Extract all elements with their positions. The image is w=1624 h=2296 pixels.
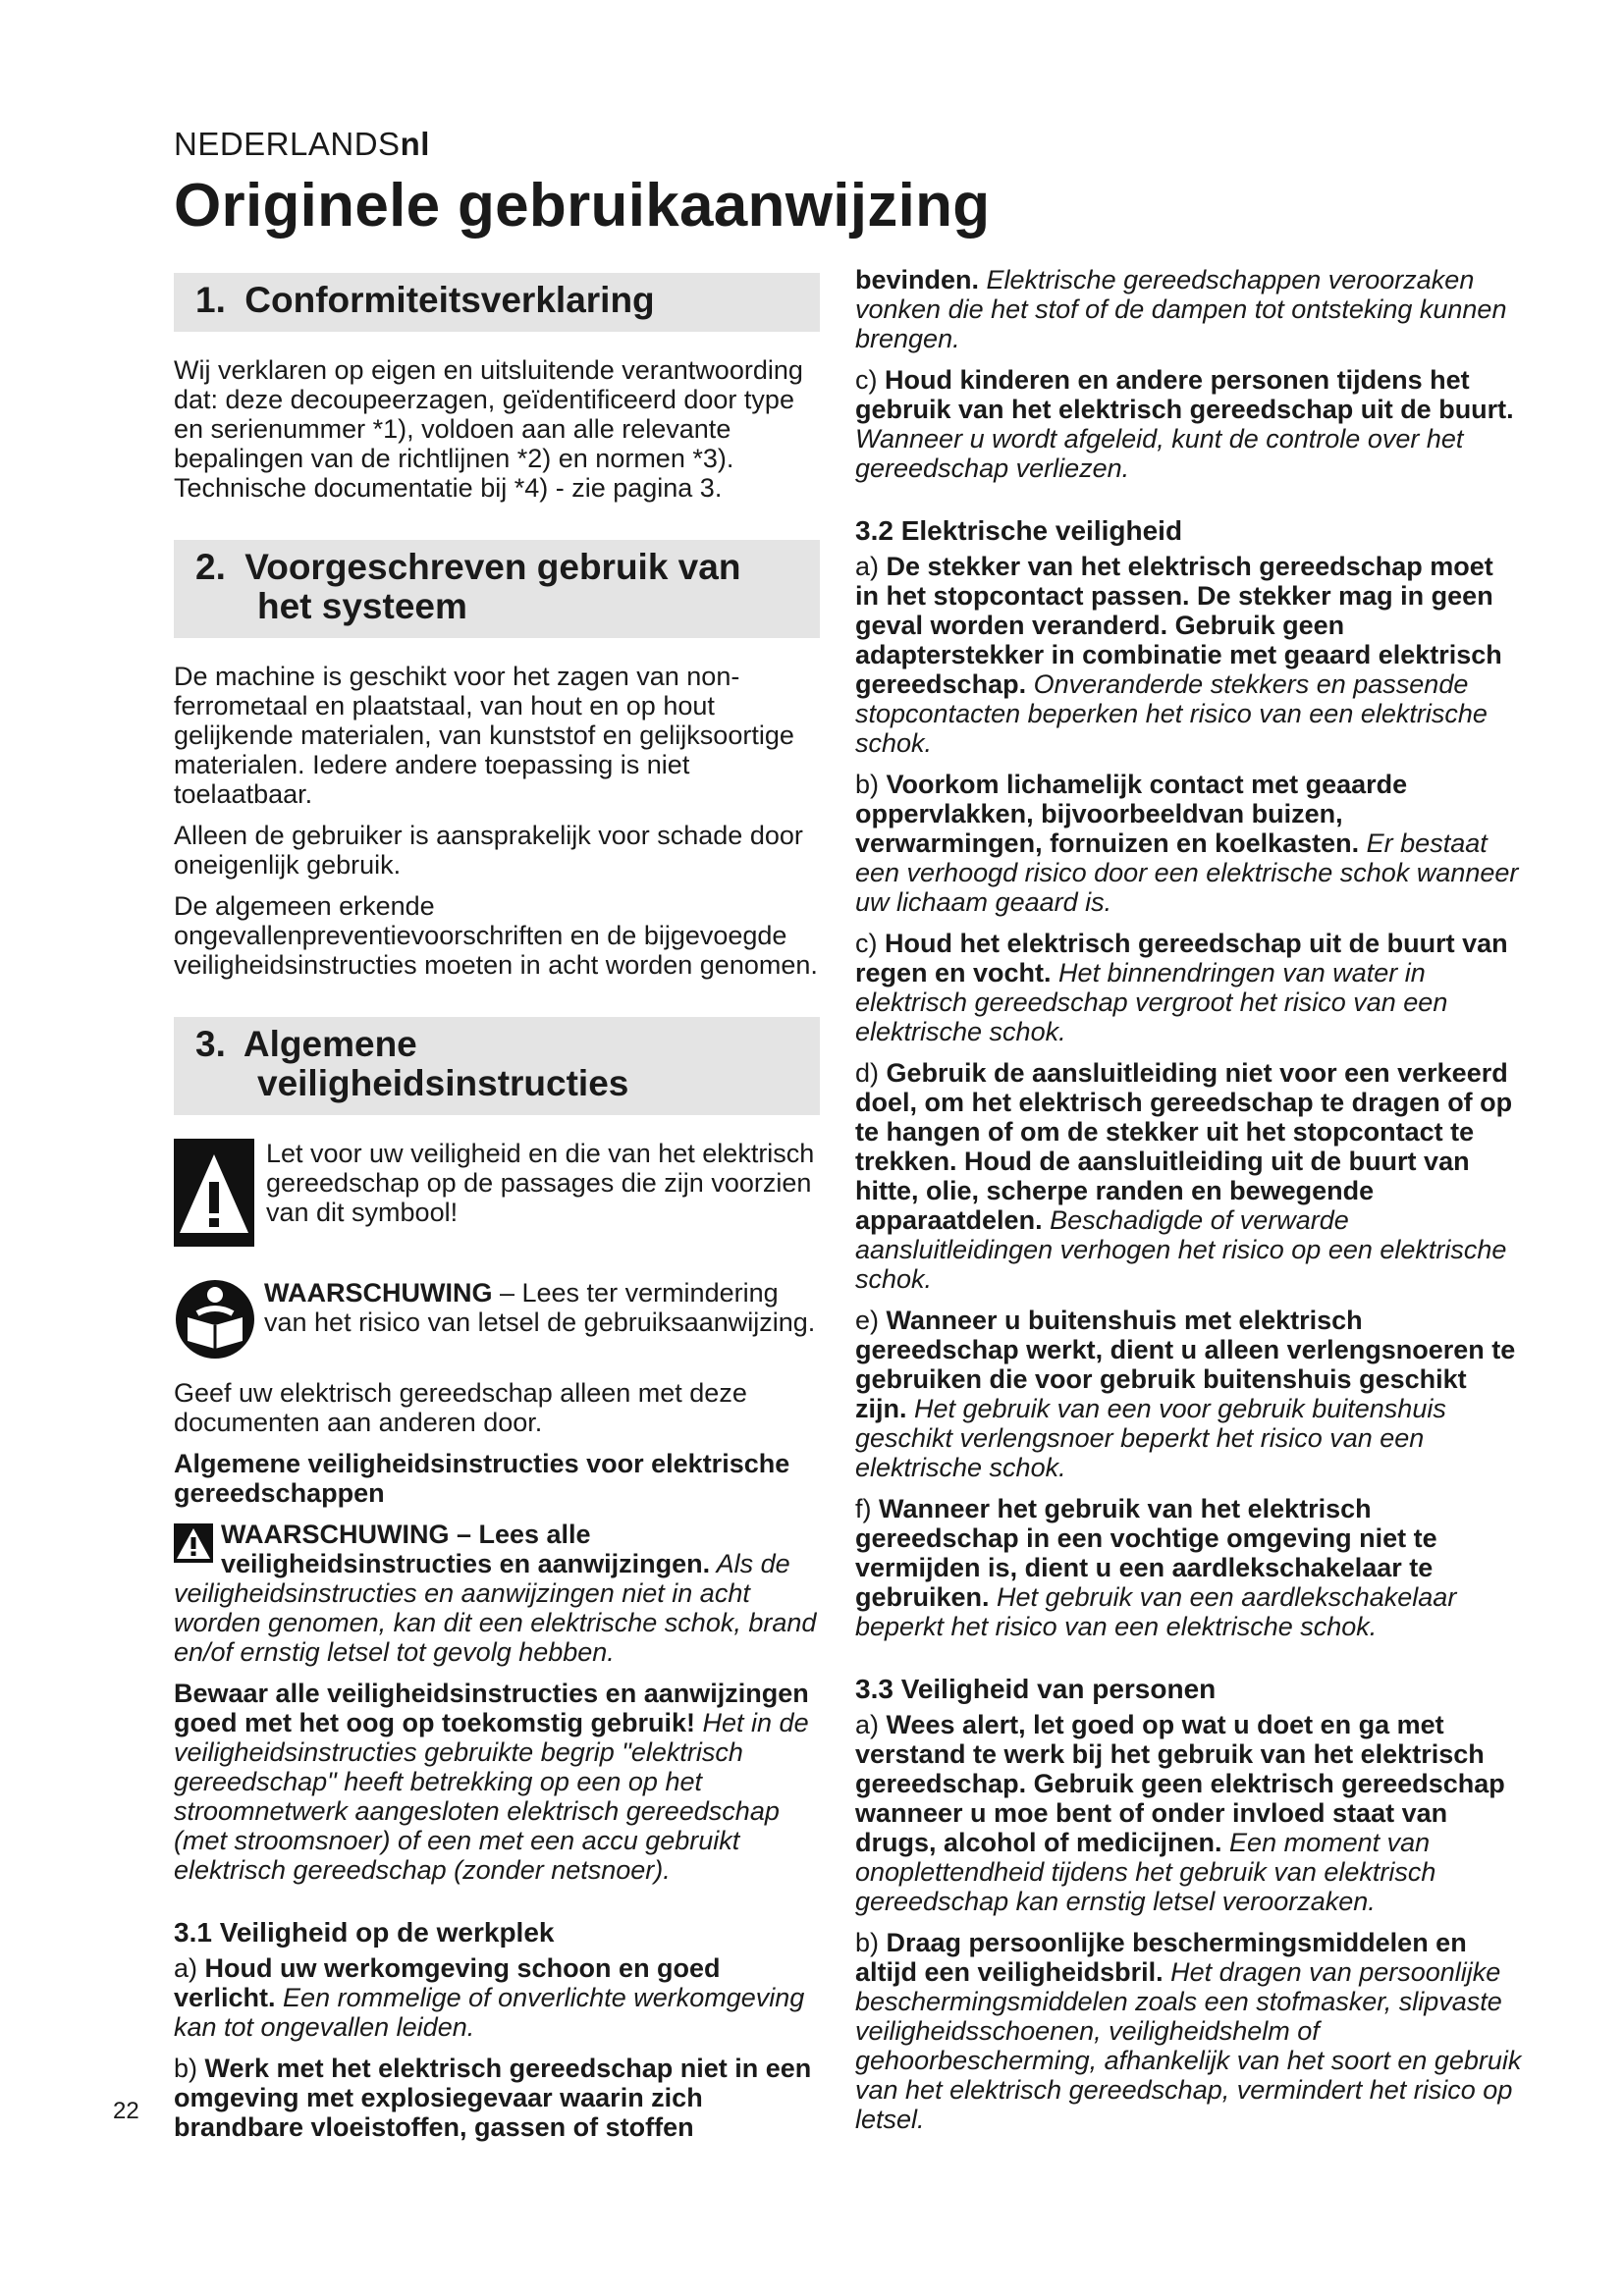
item-prefix: a) bbox=[855, 1710, 887, 1739]
item-bold: Wanneer u buitenshuis met elektrisch gereedschap werkt, dient u alleen verlengsnoeren te gebruiken die voor gebruik buitenshuis geschikt zijn. bbox=[855, 1306, 1516, 1423]
section-2-title-line1: Voorgeschreven gebruik van bbox=[244, 547, 741, 587]
item-italic: Het binnendringen van water in elektrisch gereedschap vergroot het risico van een elektrische schok. bbox=[855, 958, 1448, 1046]
prevention-text: De algemeen erkende ongevallenpreventievoorschriften en de bijgevoegde veiligheidsinstructies moeten in acht worden genomen. bbox=[174, 891, 818, 980]
item-3-2-f bbox=[855, 1494, 1523, 1641]
item-3-1-b-continued bbox=[855, 265, 1523, 353]
symbol-note bbox=[174, 1139, 820, 1253]
item-3-1-a bbox=[174, 1953, 820, 2042]
liability-text: Alleen de gebruiker is aansprakelijk voor schade door oneigenlijk gebruik. bbox=[174, 821, 803, 880]
item-bold: De stekker van het elektrisch gereedschap moet in het stopcontact passen. De stekker mag in geen geval worden veranderd. Gebruik geen adapterstekker in combinatie met geaard elektrisch gereedschap. bbox=[855, 552, 1502, 699]
section-3-2-heading: 3.2 Elektrische veiligheid bbox=[855, 515, 1183, 546]
item-3-2-a bbox=[855, 552, 1523, 758]
section-3-1-heading: 3.1 Veiligheid op de werkplek bbox=[174, 1917, 555, 1948]
language-code: nl bbox=[400, 126, 430, 162]
keep-instructions-italic: Het in de veiligheidsinstructies gebruikte begrip "elektrisch gereedschap" heeft betrekking op een op het stroomnetwerk aangesloten elektrisch gereedschap (met stroomsnoer) of een met een accu gebruikt elektrisch gereedschap (zonder netsnoer). bbox=[174, 1708, 809, 1885]
item-prefix: a) bbox=[855, 552, 887, 581]
item-prefix: f) bbox=[855, 1494, 879, 1523]
warning-small-icon bbox=[174, 1523, 213, 1569]
general-safety-heading: Algemene veiligheidsinstructies voor elektrische gereedschappen bbox=[174, 1449, 790, 1508]
intended-use-text: De machine is geschikt voor het zagen van non-ferrometaal en plaatstaal, van hout en op hout gelijkende materialen, van kunststof en gelijksoortige materialen. Iedere andere toepassing is niet toelaatbaar. bbox=[174, 662, 794, 809]
section-3-3-heading: 3.3 Veiligheid van personen bbox=[855, 1674, 1217, 1704]
item-bold: Draag persoonlijke beschermingsmiddelen en altijd een veiligheidsbril. bbox=[855, 1928, 1467, 1987]
item-bold: Voorkom lichamelijk contact met geaarde oppervlakken, bijvoorbeeldvan buizen, verwarmingen, fornuizen en koelkasten. bbox=[855, 770, 1408, 858]
item-prefix: e) bbox=[855, 1306, 887, 1335]
item-3-3-b bbox=[855, 1928, 1523, 2134]
section-3-title-line1: Algemene bbox=[243, 1024, 417, 1064]
language-header bbox=[174, 126, 430, 163]
item-prefix: b) bbox=[855, 770, 887, 799]
read-manual-warning bbox=[174, 1278, 820, 1366]
pass-on-text: Geef uw elektrisch gereedschap alleen met deze documenten aan anderen door. bbox=[174, 1378, 747, 1437]
section-3-heading bbox=[174, 1017, 820, 1115]
warning-label: WAARSCHUWING bbox=[264, 1278, 493, 1308]
symbol-note-text: Let voor uw veiligheid en die van het elektrisch gereedschap op de passages die zijn voorzien van dit symbool! bbox=[266, 1139, 815, 1227]
item-3-2-e bbox=[855, 1306, 1523, 1482]
item-3-3-a bbox=[855, 1710, 1523, 1916]
item-prefix: b) bbox=[855, 1928, 887, 1957]
item-prefix: c) bbox=[855, 929, 885, 958]
item-italic: Onveranderde stekkers en passende stopcontacten beperken het risico van een elektrische schok. bbox=[855, 669, 1488, 758]
item-italic: Elektrische gereedschappen veroorzaken vonken die het stof of de dampen tot ontsteking kunnen brengen. bbox=[855, 265, 1507, 353]
section-3-number: 3. bbox=[195, 1024, 226, 1064]
item-3-1-b-start bbox=[174, 2054, 820, 2142]
section-1-title: Conformiteitsverklaring bbox=[244, 280, 655, 320]
item-bold: Wanneer het gebruik van het elektrisch gereedschap in een vochtige omgeving niet te vermijden is, dient u een aardlekschakelaar te gebruiken. bbox=[855, 1494, 1437, 1612]
item-prefix: a) bbox=[174, 1953, 205, 1983]
item-italic: Het dragen van persoonlijke beschermingsmiddelen zoals een stofmasker, slipvaste veiligheidsschoenen, veiligheidshelm of gehoorbescherming, afhankelijk van het soort en gebruik van het elektrisch gereedschap, vermindert het risico op letsel. bbox=[855, 1957, 1522, 2134]
item-italic: Het gebruik van een voor gebruik buitenshuis geschikt verlengsnoer beperkt het risico van een elektrische schok. bbox=[855, 1394, 1446, 1482]
section-2-number: 2. bbox=[195, 547, 226, 587]
language-name: NEDERLANDS bbox=[174, 126, 401, 162]
warning-triangle-icon bbox=[174, 1139, 254, 1253]
item-3-2-d bbox=[855, 1058, 1523, 1294]
page-title: Originele gebruikaanwijzing bbox=[174, 172, 991, 240]
section-1-heading bbox=[174, 273, 820, 332]
read-all-warning-italic: Als de veiligheidsinstructies en aanwijzingen niet in acht worden genomen, kan dit een elektrische schok, brand en/of ernstig letsel tot gevolg hebben. bbox=[174, 1549, 817, 1667]
conformity-text: Wij verklaren op eigen en uitsluitende verantwoording dat: deze decoupeerzagen, geïdentificeerd door type en serienummer *1), voldoen aan alle relevante bepalingen van de richtlijnen *2) en normen *3). Technische documentatie bij *4) - zie pagina 3. bbox=[174, 355, 803, 503]
item-3-2-b bbox=[855, 770, 1523, 917]
item-bold: Houd kinderen en andere personen tijdens het gebruik van het elektrisch gereedschap uit de buurt. bbox=[855, 365, 1514, 424]
page-number: 22 bbox=[113, 2098, 139, 2124]
item-italic: Het gebruik van een aardlekschakelaar beperkt het risico van een elektrische schok. bbox=[855, 1582, 1457, 1641]
keep-instructions bbox=[174, 1679, 820, 1885]
item-3-1-b-bold-end: bevinden. bbox=[855, 265, 980, 294]
item-prefix: c) bbox=[855, 365, 885, 395]
right-column bbox=[855, 265, 1523, 2146]
item-bold: Houd het elektrisch gereedschap uit de buurt van regen en vocht. bbox=[855, 929, 1508, 988]
keep-instructions-bold: Bewaar alle veiligheidsinstructies en aanwijzingen goed met het oog op toekomstig gebruik! bbox=[174, 1679, 809, 1737]
item-prefix: b) bbox=[174, 2054, 205, 2083]
item-italic: Een rommelige of onverlichte werkomgeving kan tot ongevallen leiden. bbox=[174, 1983, 805, 2042]
read-manual-icon bbox=[174, 1278, 256, 1366]
item-3-2-c bbox=[855, 929, 1523, 1046]
item-italic: Er bestaat een verhoogd risico door een elektrische schok wanneer uw lichaam geaard is. bbox=[855, 828, 1519, 917]
section-1-number: 1. bbox=[195, 280, 226, 320]
item-prefix: d) bbox=[855, 1058, 887, 1088]
item-italic: Wanneer u wordt afgeleid, kunt de controle over het gereedschap verliezen. bbox=[855, 424, 1464, 483]
section-3-title-line2: veiligheidsinstructies bbox=[257, 1063, 629, 1103]
item-bold: Wees alert, let goed op wat u doet en ga met verstand te werk bij het gebruik van het elektrisch gereedschap. Gebruik geen elektrisch gereedschap wanneer u moe bent of onder invloed staat van drugs, alcohol of medicijnen. bbox=[855, 1710, 1505, 1857]
read-all-warning bbox=[174, 1520, 820, 1667]
warning-text: – Lees ter vermindering van het risico van letsel de gebruiksaanwijzing. bbox=[264, 1278, 816, 1337]
item-3-1-b-bold: Werk met het elektrisch gereedschap niet in een omgeving met explosiegevaar waarin zich brandbare vloeistoffen, gassen of stoffen bbox=[174, 2054, 812, 2142]
item-bold: Gebruik de aansluitleiding niet voor een verkeerd doel, om het elektrisch gereedschap te dragen of op te hangen of om de stekker uit het stopcontact te trekken. Houd de aansluitleiding uit de buurt van hitte, olie, scherpe randen en bewegende apparaatdelen. bbox=[855, 1058, 1513, 1235]
left-column bbox=[174, 265, 820, 2154]
section-2-heading bbox=[174, 540, 820, 638]
item-italic: Beschadigde of verwarde aansluitleidingen verhogen het risico op een elektrische schok. bbox=[855, 1205, 1507, 1294]
item-3-1-c bbox=[855, 365, 1523, 483]
item-bold: Houd uw werkomgeving schoon en goed verlicht. bbox=[174, 1953, 721, 2012]
section-2-title-line2: het systeem bbox=[257, 586, 467, 626]
item-italic: Een moment van onoplettendheid tijdens het gebruik van elektrisch gereedschap kan ernstig letsel veroorzaken. bbox=[855, 1828, 1436, 1916]
read-all-warning-bold: WAARSCHUWING – Lees alle veiligheidsinstructies en aanwijzingen. bbox=[221, 1520, 711, 1578]
